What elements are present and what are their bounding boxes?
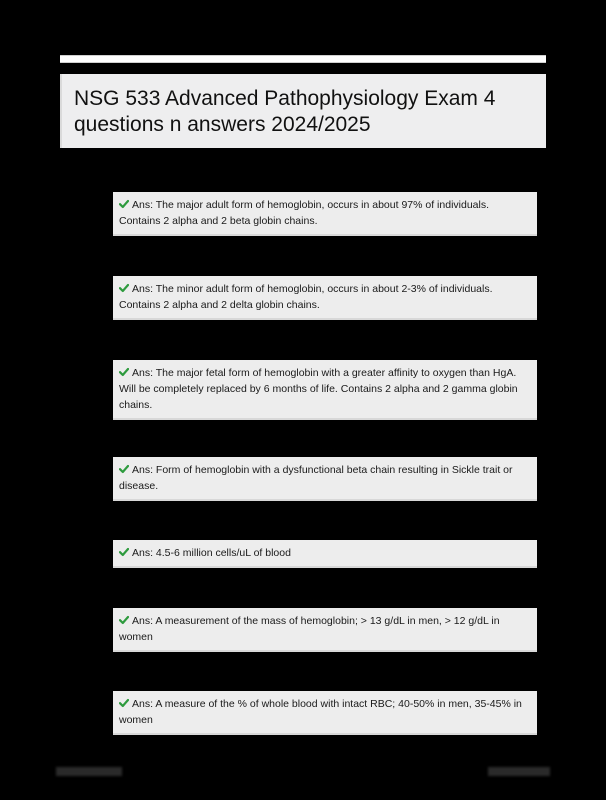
top-divider — [60, 55, 546, 63]
answer-card-2 — [113, 276, 537, 320]
answer-card-4 — [113, 457, 537, 501]
footer-right-blurred — [488, 767, 550, 776]
checkmark-icon — [119, 367, 129, 377]
footer-left-blurred — [56, 767, 122, 776]
answer-text: Ans: A measurement of the mass of hemoglobin; > 13 g/dL in men, > 12 g/dL in women — [119, 615, 500, 643]
answer-card-3 — [113, 360, 537, 420]
answer-card-1 — [113, 192, 537, 236]
answer-text: Ans: A measure of the % of whole blood with intact RBC; 40-50% in men, 35-45% in women — [119, 698, 522, 726]
title-box — [60, 74, 546, 148]
answer-text: Ans: 4.5-6 million cells/uL of blood — [132, 547, 291, 559]
answer-card-7 — [113, 691, 537, 735]
checkmark-icon — [119, 698, 129, 708]
answer-card-5 — [113, 540, 537, 568]
answer-text: Ans: The minor adult form of hemoglobin, occurs in about 2-3% of individuals. Contains 2 alpha and 2 delta globin chains. — [119, 283, 493, 311]
checkmark-icon — [119, 615, 129, 625]
answer-text: Ans: The major fetal form of hemoglobin with a greater affinity to oxygen than HgA. Will be completely replaced by 6 months of life. Contains 2 alpha and 2 gamma globin chains. — [119, 367, 518, 411]
answer-card-6 — [113, 608, 537, 652]
checkmark-icon — [119, 199, 129, 209]
checkmark-icon — [119, 547, 129, 557]
answer-text: Ans: Form of hemoglobin with a dysfunctional beta chain resulting in Sickle trait or disease. — [119, 464, 513, 492]
answer-text: Ans: The major adult form of hemoglobin, occurs in about 97% of individuals. Contains 2 alpha and 2 beta globin chains. — [119, 199, 489, 227]
checkmark-icon — [119, 464, 129, 474]
document-title: NSG 533 Advanced Pathophysiology Exam 4 questions n answers 2024/2025 — [74, 87, 496, 136]
checkmark-icon — [119, 283, 129, 293]
